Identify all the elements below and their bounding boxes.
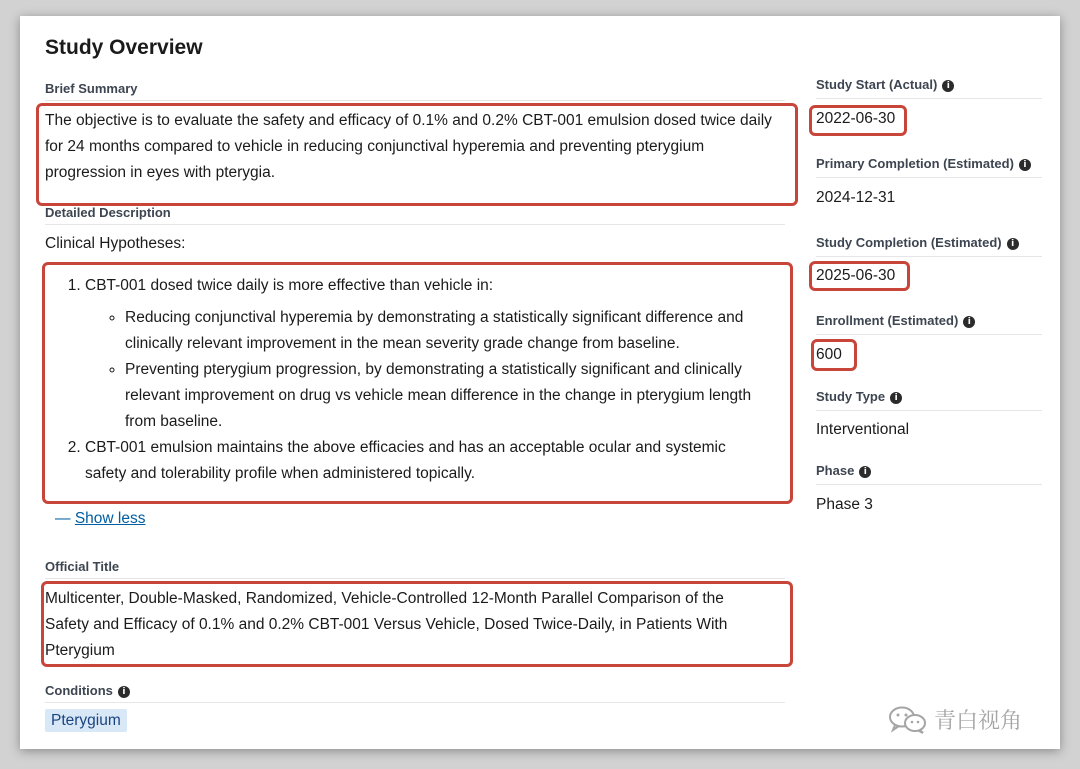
collapse-dash-icon: — — [55, 510, 71, 527]
summary-line: The objective is to evaluate the safety and efficacy of 0.1% and 0.2% CBT-001 emulsion dosed twice daily — [45, 112, 772, 129]
study-type-label: Study Type i — [816, 389, 1042, 411]
summary-line: progression in eyes with pterygia. — [45, 164, 276, 181]
show-less-toggle[interactable] — [55, 510, 145, 528]
official-title-text: Multicenter, Double-Masked, Randomized, Vehicle-Controlled 12-Month Parallel Comparison of the Safety and Efficacy of 0.1% and 0.2% CBT-001 Versus Vehicle, Dosed Twice-Daily, in Patients With Pterygium — [45, 590, 728, 659]
study-overview-card — [20, 16, 1060, 749]
hypothesis-item: 2. CBT-001 emulsion maintains the above efficacies and has an acceptable ocular and systemic safety and tolerability profile when administered topically. — [85, 435, 790, 487]
condition-tag[interactable]: Pterygium — [45, 709, 127, 732]
study-start-label: Study Start (Actual) i — [816, 77, 1042, 99]
study-completion-value: 2025-06-30 — [816, 267, 896, 284]
wechat-icon — [888, 705, 928, 735]
study-type-value: Interventional — [816, 421, 910, 438]
info-icon[interactable]: i — [890, 392, 902, 404]
page-title: Study Overview — [45, 36, 203, 59]
primary-completion-label: Primary Completion (Estimated) i — [816, 156, 1042, 178]
enrollment-label: Enrollment (Estimated) i — [816, 313, 1042, 335]
brief-summary-text — [45, 108, 805, 186]
watermark-text: 青白视角 — [934, 709, 1023, 734]
show-less-link[interactable]: Show less — [74, 510, 146, 527]
study-completion-label: Study Completion (Estimated) i — [816, 235, 1042, 257]
hypothesis-item: 1. CBT-001 dosed twice daily is more effective than vehicle in: ◦ Reducing conjunctival hyperemia by demonstrating a statistically significant difference and clinically relevant improvement in the mean severity grade change from baseline. ◦ Preventing pterygium progression, by demonstrating a statistically significant and clinically relevant improvement on drug vs vehicle mean difference in the change in pterygium length from baseline. — [85, 273, 790, 435]
summary-line: for 24 months compared to vehicle in reducing conjunctival hyperemia and preventing pterygium — [45, 138, 705, 155]
hypotheses-list — [45, 273, 790, 487]
phase-label: Phase i — [816, 463, 1042, 485]
info-icon[interactable]: i — [859, 466, 871, 478]
watermark — [888, 704, 1022, 735]
conditions-label: Conditions i — [45, 683, 785, 703]
conditions-tags — [45, 712, 127, 730]
info-icon[interactable]: i — [1019, 159, 1031, 171]
detailed-description-label: Detailed Description — [45, 205, 785, 225]
info-icon[interactable]: i — [963, 316, 975, 328]
clinical-hypotheses-heading: Clinical Hypotheses: — [45, 235, 186, 252]
official-title-label: Official Title — [45, 559, 785, 579]
hypothesis-subitem: ◦ Preventing pterygium progression, by demonstrating a statistically significant and clinically relevant improvement on drug vs vehicle mean difference in the change in pterygium length from baseline. — [125, 357, 790, 435]
info-icon[interactable]: i — [1007, 238, 1019, 250]
info-icon[interactable]: i — [118, 686, 130, 698]
hypothesis-subitem: ◦ Reducing conjunctival hyperemia by demonstrating a statistically significant difference and clinically relevant improvement in the mean severity grade change from baseline. — [125, 305, 790, 357]
phase-value: Phase 3 — [816, 496, 873, 513]
hypothesis-sublist — [85, 305, 790, 435]
study-start-value: 2022-06-30 — [816, 110, 896, 127]
primary-completion-value: 2024-12-31 — [816, 189, 896, 206]
info-icon[interactable]: i — [942, 80, 954, 92]
brief-summary-label: Brief Summary — [45, 81, 785, 101]
enrollment-value: 600 — [816, 346, 842, 363]
